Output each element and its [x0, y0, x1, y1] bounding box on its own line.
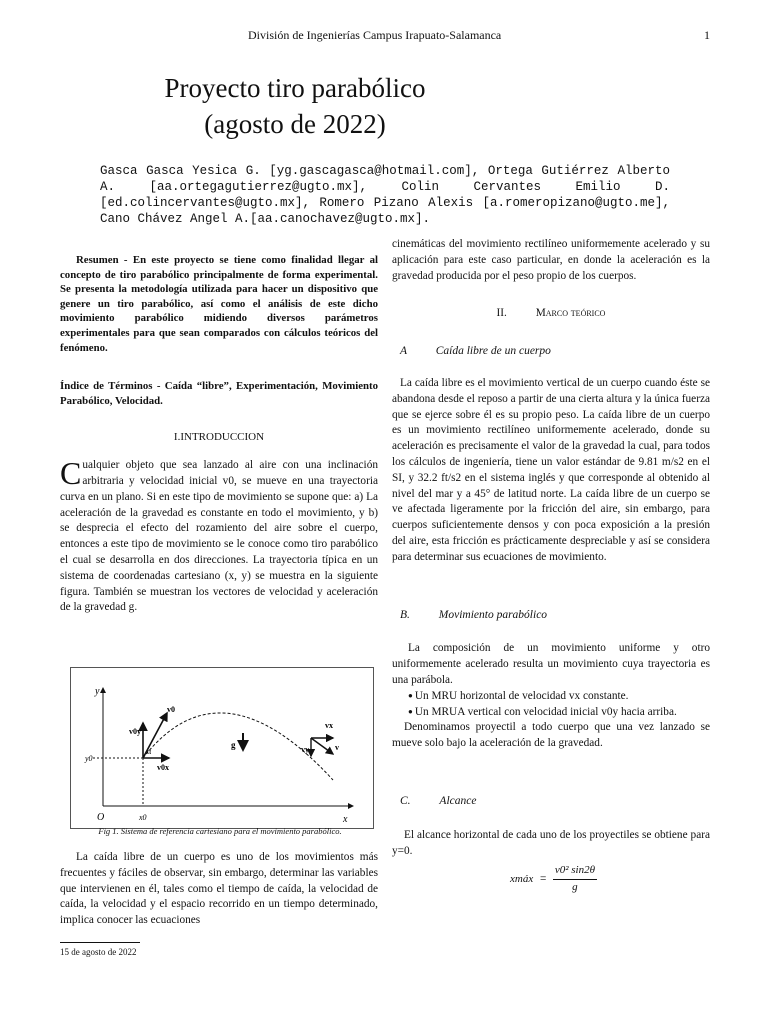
v-vector [311, 738, 333, 754]
figure-svg [71, 668, 373, 828]
intro-paragraph [60, 455, 378, 616]
abstract: Resumen - En este proyecto se tiene como finalidad llegar al concepto de tiro parabólico principalmente de forma experimental. Se presenta la metodología utilizada para hacer un dispositivo que genere un tiro parabólico, así como el análisis de este dicho movimiento parabólico midiendo diversos parámetros experimentales para que sean comparados con cálculos teóricos del fenómeno. [60, 254, 378, 354]
intro-text: ualquier objeto que sea lanzado al aire con una inclinación arbitraria y velocidad inicial v0, se mueve en una trayectoria curva en un plano. Si en este tipo de movimiento se supone que: a) La aceleración de la gravedad es constante en todo el movimiento, y b) se desprecia el efecto del rozamiento del aire sobre el cuerpo, entonces a este tipo de movimiento se le conoce como tiro parabólico el cual se desarrolla en dos direcciones. La trayectoria típica en un sistema de coordenadas cartesiano (x, y) se muestra en la siguiente figura. También se muestran los vectores de velocidad y aceleración de la gravedad g. [60, 459, 378, 614]
vy-label: vy [301, 745, 309, 754]
formula-fraction [553, 863, 597, 896]
figure-caption: Fig 1. Sistema de referencia cartesiano para el movimiento parabólico. [98, 826, 342, 836]
subsection-b-title: Movimiento parabólico [438, 608, 548, 621]
subsection-a-letter: A [400, 345, 407, 358]
subsection-b-letter: B. [400, 608, 410, 621]
y-axis-label: y [95, 686, 100, 697]
subsection-c-heading [392, 794, 710, 810]
left-column-top [60, 253, 378, 616]
title-line-2: (agosto de 2022) [204, 109, 386, 139]
v0y-label: v0y [129, 727, 141, 736]
footnote: 15 de agosto de 2022 [60, 947, 137, 957]
v-label: v [335, 743, 339, 752]
author-list: Gasca Gasca Yesica G. [yg.gascagasca@hotmail.com], Ortega Gutiérrez Alberto A. [aa.ortegagutierrez@ugto.mx], Colin Cervantes Emilio D. [ed.colincervantes@ugto.mx], Romero Pizano Alexis [a.romeropizano@ugto.me], Cano Chávez Angel A.[aa.canochavez@ugto.mx]. [100, 164, 670, 226]
subsection-a-paragraph: La caída libre es el movimiento vertical de un cuerpo cuando éste se abandona desde el reposo a partir de una cierta altura y la única fuerza que se ejerce sobre él es su propio peso. La caída libre de un cuerpo es un movimiento rectilíneo uniformemente acelerado, donde su aceleración es precisamente el valor de la gravedad la cual, para todos los cálculos de ingeniería, tiene un valor estándar de 9.81 m/s2 en el SI, y 32.2 ft/s2 en el sistema inglés y que corresponde al obtenido al nivel del mar y a 45° de latitud norte. La caída libre de un cuerpo se ve afectada ligeramente por la fricción del aire, sin embargo, para cuerpos suficientemente densos y con poca exposición a la presión del aire, esta fricción es prácticamente despreciable y así se considera para determinar sus ecuaciones de movimiento. [392, 376, 710, 563]
section-heading-marco-teorico [392, 306, 710, 322]
section-number: II. [496, 307, 507, 320]
formula-lhs: xmáx [510, 872, 534, 885]
formula-equals: = [539, 872, 547, 885]
drop-cap: C [60, 455, 82, 492]
origin-label: O [97, 812, 105, 823]
v0x-label: v0x [157, 763, 169, 772]
subsection-b-paragraph-1: La composición de un movimiento uniforme y otro uniformemente acelerado resulta un movimiento cuya trayectoria es una parábola. [392, 642, 710, 686]
figure-projectile-diagram [70, 667, 374, 829]
list-item-text: Un MRUA vertical con velocidad inicial v0y hacia arriba. [414, 705, 677, 718]
after-figure-paragraph: La caída libre de un cuerpo es uno de los movimientos más frecuentes y fáciles de observar, sin embargo, determinar las variables que intervienen en él, tales como el tiempo de caída, la velocidad de caída, la velocidad y el espacio recorrido en un tiempo determinado, implica conocer las ecuaciones [60, 851, 378, 927]
running-header: División de Ingenierías Campus Irapuato-Salamanca [248, 28, 502, 42]
y0-label: y0 [85, 754, 93, 763]
page-number: 1 [704, 28, 710, 42]
section-heading-introduccion: I.INTRODUCCION [173, 431, 265, 444]
list-item [408, 705, 710, 721]
subsection-c-paragraph: El alcance horizontal de cada uno de los proyectiles se obtiene para y=0. [392, 828, 710, 857]
g-label: g [231, 740, 236, 750]
subsection-b-heading [392, 608, 710, 624]
list-item-text: Un MRU horizontal de velocidad vx constante. [414, 689, 629, 702]
subsection-c-letter: C. [400, 794, 411, 807]
x0-label: x0 [139, 813, 147, 822]
subsection-b-paragraph-2: Denominamos proyectil a todo cuerpo que una vez lanzado se mueve solo bajo la aceleración de la gravedad. [392, 721, 710, 750]
vx-label: vx [325, 721, 333, 730]
subsection-b-list [392, 689, 710, 721]
paper-title [0, 70, 590, 142]
right-column [392, 237, 710, 896]
alpha-label: α [147, 747, 152, 756]
footnote-rule [60, 942, 140, 943]
title-line-1: Proyecto tiro parabólico [164, 73, 426, 103]
subsection-c-title: Alcance [439, 794, 477, 807]
section-title: Marco teórico [535, 307, 606, 320]
x-axis-label: x [343, 814, 348, 825]
formula-numerator: v0² sin2θ [553, 863, 597, 880]
continued-paragraph: cinemáticas del movimiento rectilíneo uniformemente acelerado y su aplicación para este caso particular, en donde la aceleración es la gravedad producida por el peso propio de los cuerpos. [392, 238, 710, 282]
subsection-a-title: Caída libre de un cuerpo [435, 345, 551, 358]
v0-label: v0 [167, 705, 175, 714]
subsection-a-heading [392, 344, 710, 360]
list-item [408, 689, 710, 705]
formula-denominator: g [572, 881, 578, 894]
index-terms: Índice de Términos - Caída “libre”, Experimentación, Movimiento Parabólico, Velocidad. [60, 380, 378, 407]
range-formula [392, 863, 710, 896]
